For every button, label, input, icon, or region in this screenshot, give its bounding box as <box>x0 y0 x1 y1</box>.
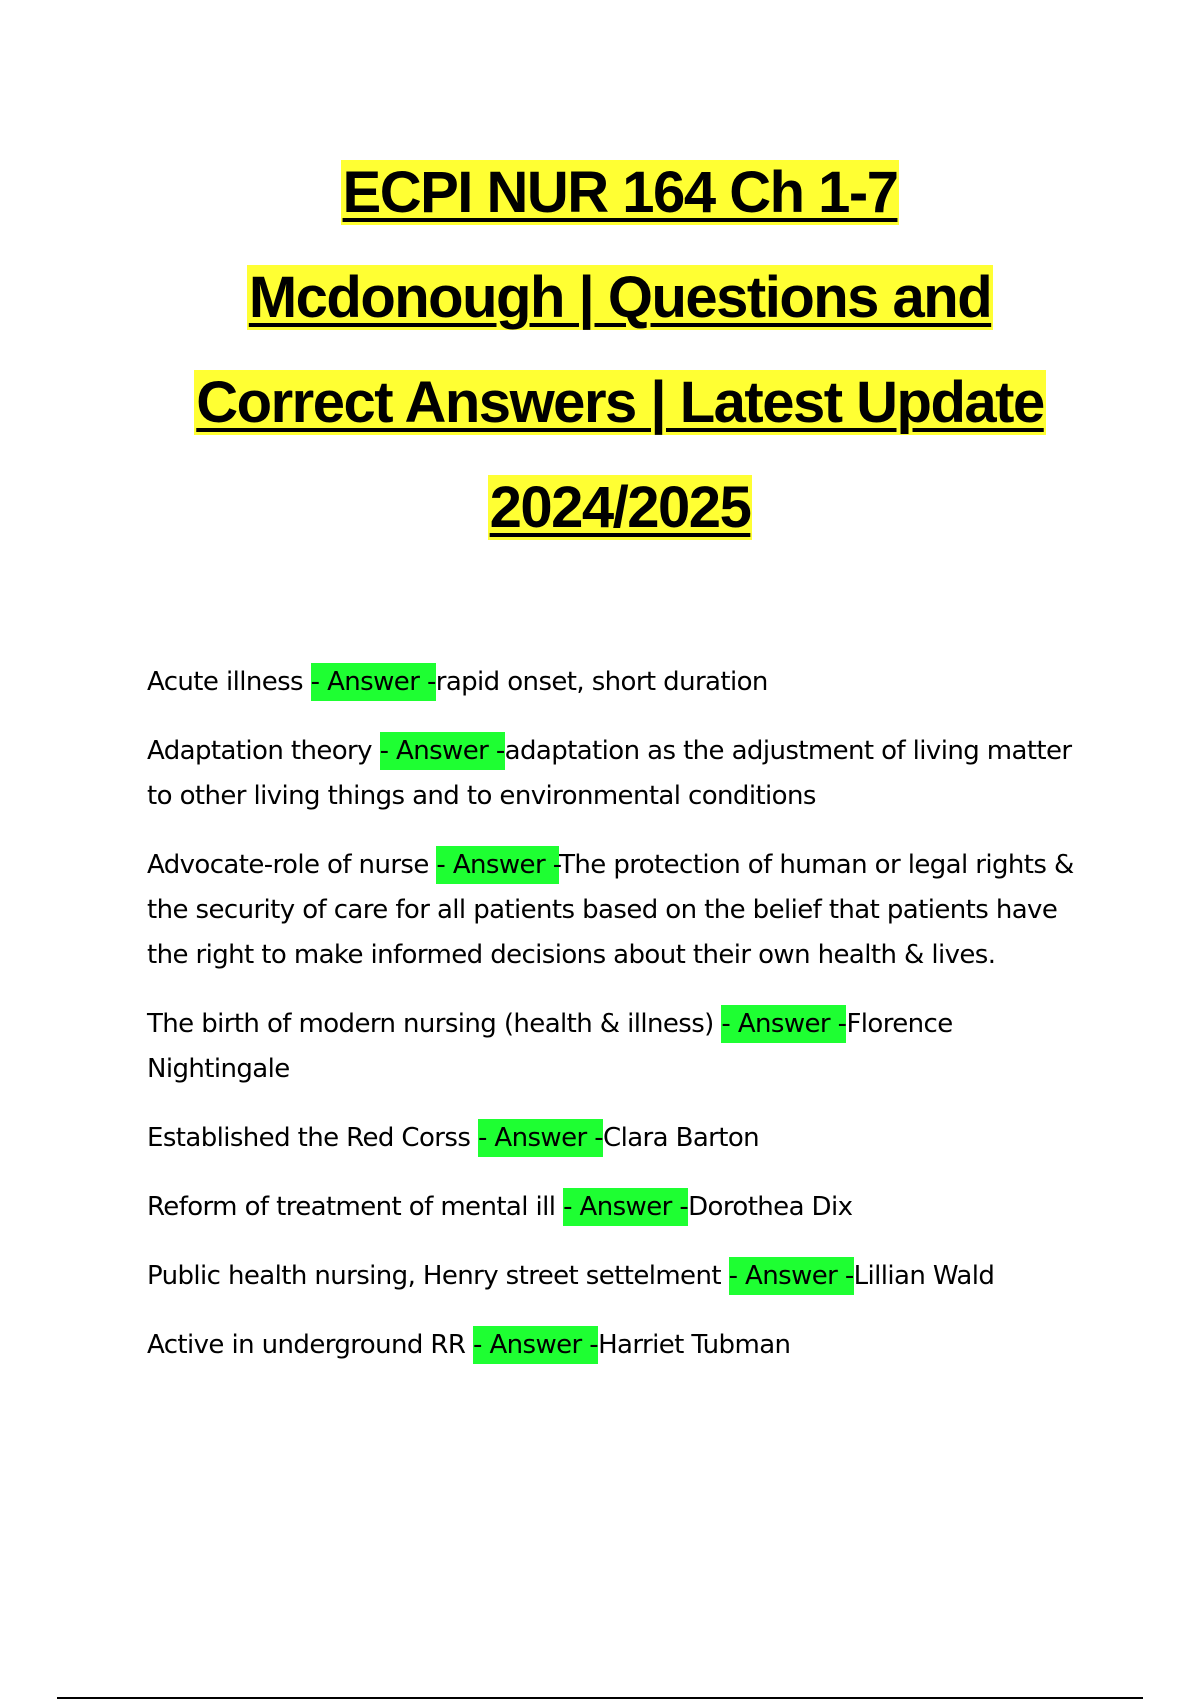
qa-term: Reform of treatment of mental ill <box>147 1192 564 1222</box>
qa-term: Established the Red Corss <box>147 1123 478 1153</box>
answer-separator: - Answer - <box>721 1005 846 1043</box>
answer-separator: - Answer - <box>729 1257 854 1295</box>
title-line-4: 2024/2025 <box>489 475 751 540</box>
qa-term: Acute illness <box>147 667 311 697</box>
qa-item-modern-nursing <box>147 1002 1077 1092</box>
qa-answer: The protection of human or legal rights & the security of care for all patients based on the belief that patients have the right to make informed decisions about their own health & lives. <box>147 850 1074 970</box>
page-bottom-divider <box>57 1697 1143 1699</box>
qa-term: Adaptation theory <box>147 736 380 766</box>
answer-separator: - Answer - <box>380 732 505 770</box>
qa-item-mental-ill-reform <box>147 1185 1077 1230</box>
answer-separator: - Answer - <box>563 1188 688 1226</box>
title-line-1: ECPI NUR 164 Ch 1-7 <box>342 160 898 225</box>
qa-term: The birth of modern nursing (health & illness) <box>147 1009 722 1039</box>
answer-separator: - Answer - <box>311 663 436 701</box>
qa-answer: Florence Nightingale <box>147 1009 953 1084</box>
qa-answer: rapid onset, short duration <box>435 667 768 697</box>
qa-answer: adaptation as the adjustment of living matter to other living things and to environmental conditions <box>147 736 1072 811</box>
qa-answer: Clara Barton <box>603 1123 760 1153</box>
answer-separator: - Answer - <box>436 846 559 884</box>
title-line-2: Mcdonough | Questions and <box>248 265 992 330</box>
document-title <box>100 140 1140 560</box>
qa-answer: Lillian Wald <box>853 1261 995 1291</box>
qa-term: Active in underground RR <box>147 1330 473 1360</box>
qa-item-public-health-nursing <box>147 1254 1077 1299</box>
qa-term: Public health nursing, Henry street settelment <box>147 1261 729 1291</box>
qa-answer: Harriet Tubman <box>598 1330 791 1360</box>
answer-separator: - Answer - <box>473 1326 598 1364</box>
question-answer-list <box>147 660 1077 1392</box>
qa-item-adaptation-theory <box>147 729 1077 819</box>
qa-item-advocate-role <box>147 843 1077 978</box>
title-line-3: Correct Answers | Latest Update <box>196 370 1044 435</box>
qa-item-red-cross <box>147 1116 1077 1161</box>
answer-separator: - Answer - <box>478 1119 603 1157</box>
qa-term: Advocate-role of nurse <box>147 850 437 880</box>
qa-item-underground-rr <box>147 1323 1077 1368</box>
qa-answer: Dorothea Dix <box>688 1192 853 1222</box>
qa-item-acute-illness <box>147 660 1077 705</box>
